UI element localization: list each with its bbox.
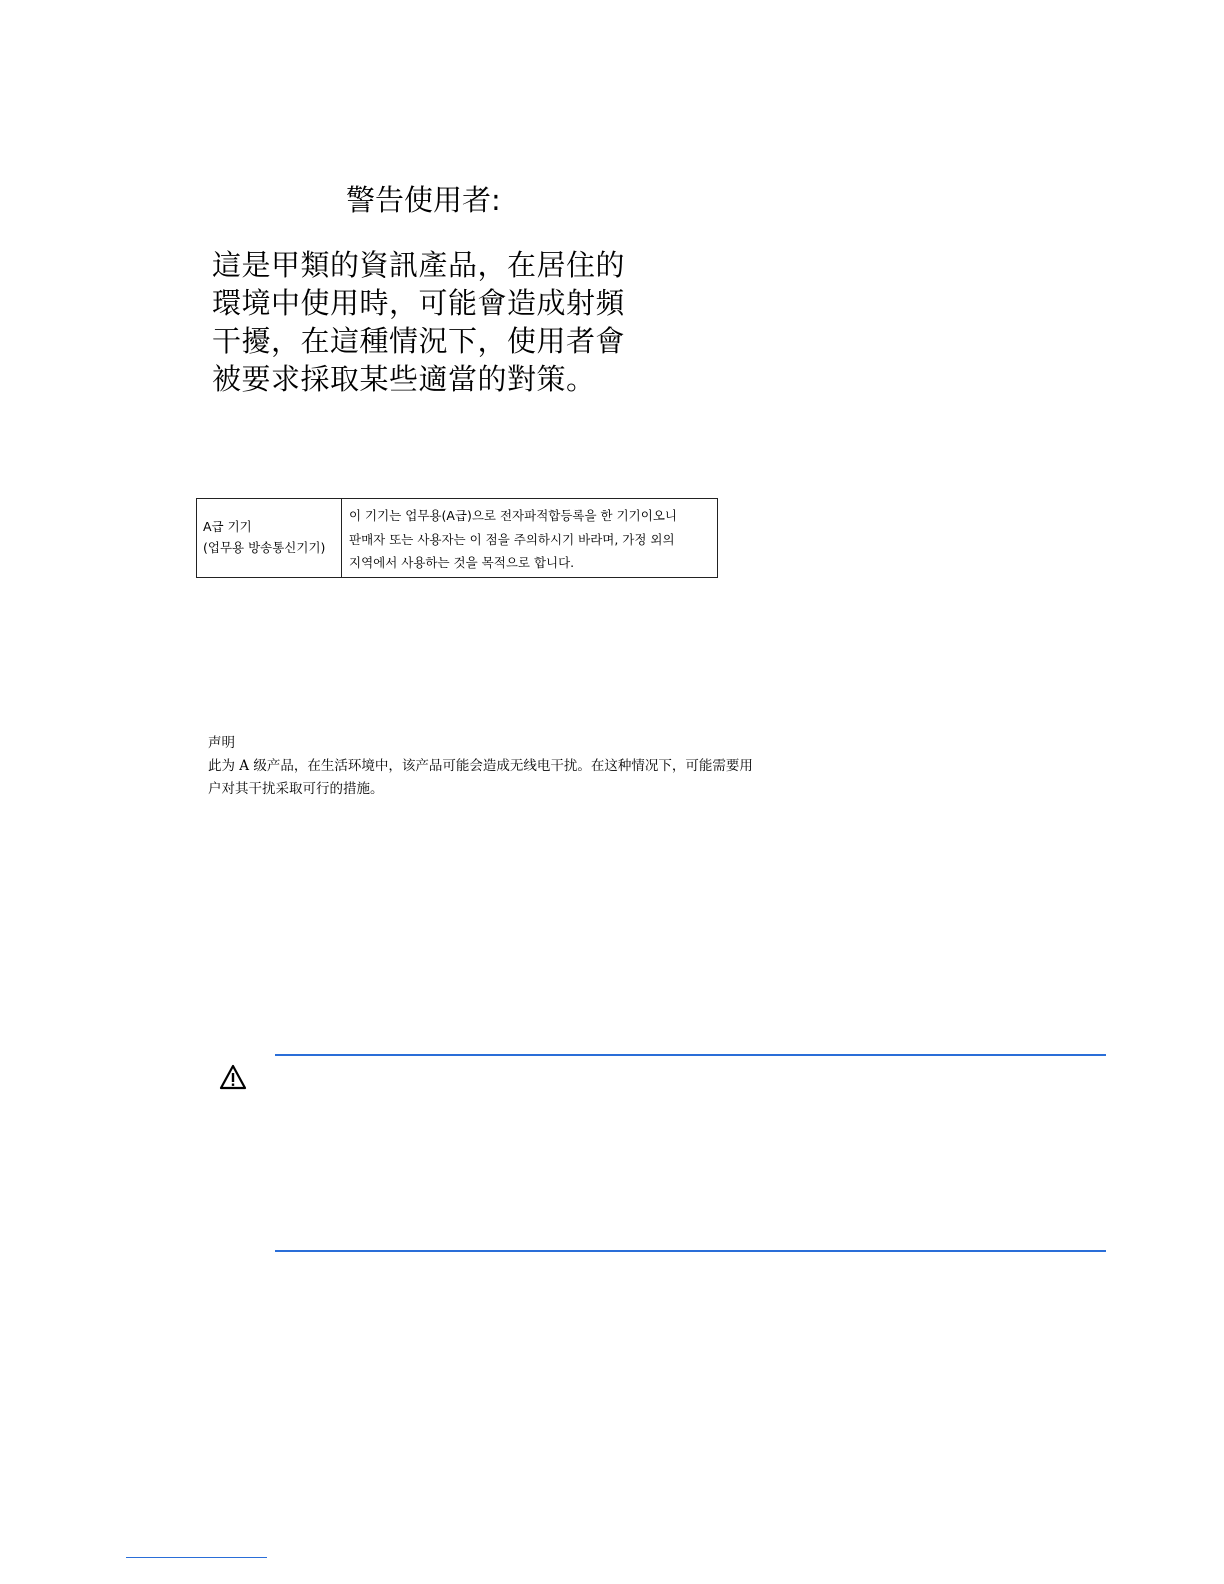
taiwan-notice-line: 被要求採取某些適當的對策。	[212, 362, 596, 396]
china-notice-title: 声明	[208, 735, 235, 751]
warning-triangle-icon	[219, 1064, 247, 1090]
korea-notice-class-label: A급 기기	[203, 519, 252, 534]
korea-notice-line: 판매자 또는 사용자는 이 점을 주의하시기 바라며, 가정 외의	[349, 531, 675, 547]
taiwan-notice-line: 干擾，在這種情況下，使用者會	[212, 324, 626, 358]
warning-bottom-rule	[275, 1250, 1106, 1252]
korea-notice-table	[196, 498, 718, 578]
china-notice-line: 户对其干扰采取可行的措施。	[208, 781, 384, 797]
korea-notice-class-desc: (업무용 방송통신기기)	[203, 540, 326, 555]
footer-rule	[126, 1557, 267, 1558]
korea-notice-line: 지역에서 사용하는 것을 목적으로 합니다.	[349, 555, 575, 570]
china-notice-line: 此为 A 级产品，在生活环境中，该产品可能会造成无线电干扰。在这种情况下，可能需要用	[208, 758, 753, 774]
korea-notice-line: 이 기기는 업무용(A급)으로 전자파적합등록을 한 기기이오니	[349, 508, 677, 523]
taiwan-notice-title: 警告使用者:	[346, 183, 501, 217]
korea-notice-text-cell	[342, 499, 717, 577]
warning-top-rule	[275, 1054, 1106, 1056]
korea-notice-class-cell	[197, 499, 342, 577]
taiwan-notice-body	[212, 246, 632, 398]
taiwan-notice-line: 這是甲類的資訊產品，在居住的	[212, 248, 626, 282]
china-notice	[208, 732, 828, 801]
taiwan-notice-line: 環境中使用時，可能會造成射頻	[212, 286, 626, 320]
